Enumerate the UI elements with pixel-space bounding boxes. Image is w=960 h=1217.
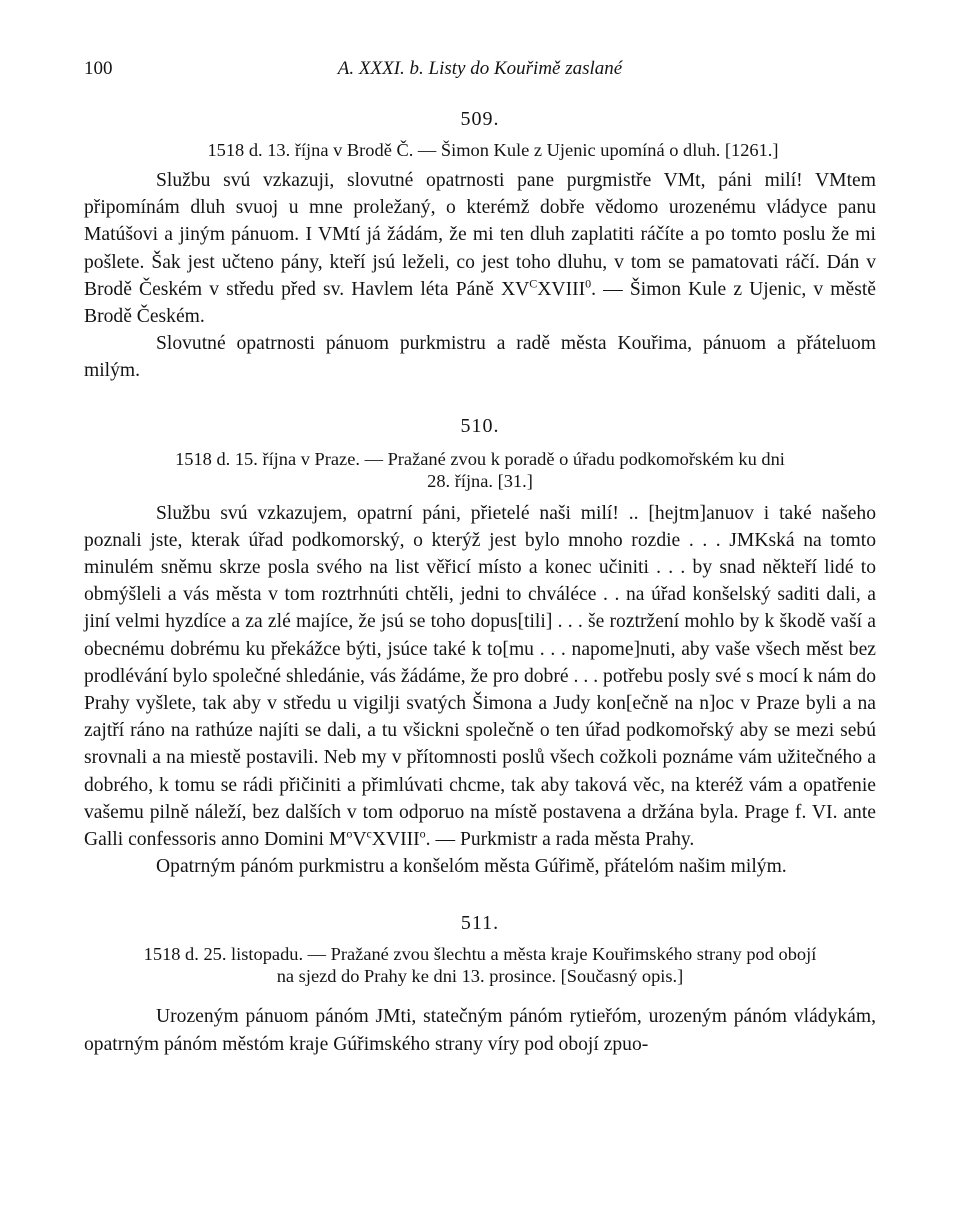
body-text: Službu svú vzkazuji, slovutné opatrnosti pane purgmistře VMt, páni milí! VMtem připomínám dluh svuoj u mne proležaný, o kterémž dobře vědomo urozenému vládyce panu Matúšovi a jiným pánuom. I VMtí já žádám, že mi ten dluh zaplatiti ráčíte a po tomto poslu že mi pošlete. Šak jest učteno pány, kteří jsú leželi, co jest toho dluhu, v tom se pamatovati ráčí. Dán v Brodě Českém v středu před sv. Havlem léta Páně XV [84,170,876,300]
entry-address: Opatrným pánóm purkmistru a konšelóm města Gúřimě, přátelóm našim milým. [156,856,787,878]
entry-regest-line-2: na sjezd do Prahy ke dni 13. prosince. [Současný opis.] [276,966,684,987]
entry-regest-line-1: 1518 d. 25. listopadu. — Pražané zvou šlechtu a města kraje Kouřimského strany pod obojí [143,944,817,965]
running-head [84,58,876,88]
entry-511 [84,912,876,1057]
entry-regest: 1518 d. 13. října v Brodě Č. — Šimon Kule z Ujenic upomíná o dluh. [1261.] [207,140,779,160]
entry-body: Urozeným pánuom pánóm JMti, statečným pánóm rytieřóm, urozeným pánóm vládykám, opatrným pánóm městóm kraje Gúřimského strany víry pod obojí zpuo- [84,1006,876,1055]
entry-number: 510. [460,414,500,437]
superscript: o [346,826,353,841]
entry-body [84,167,876,330]
superscript: 0 [585,276,592,291]
body-text: XVIII [537,278,586,300]
entry-509 [84,108,876,385]
body-text: . — Šimon Kule z Ujenic, v městě Brodě Českém. [84,278,876,328]
page-number: 100 [84,58,113,79]
entry-body [84,500,876,854]
superscript: C [529,276,538,291]
entry-regest-line-2: 28. října. [31.] [427,470,533,491]
entry-number: 509. [460,108,500,130]
superscript: c [366,826,372,841]
body-text: XVIII [371,829,420,851]
entry-regest-line-1: 1518 d. 15. října v Praze. — Pražané zvou k poradě o úřadu podkomořském ku dni [175,448,785,469]
entry-address: Slovutné opatrnosti pánuom purkmistru a radě města Kouřima, pánuom a přáteluom milým. [84,333,876,382]
body-text: V [352,829,367,851]
body-text: . — Purkmistr a rada města Prahy. [425,829,695,851]
entry-510 [84,415,876,881]
superscript: o [419,826,426,841]
running-title: A. XXXI. b. Listy do Kouřimě zaslané [337,58,623,79]
entry-number: 511. [460,912,500,935]
document-page [84,0,876,1058]
body-text: Službu svú vzkazujem, opatrní páni, přietelé naši milí! .. [hejtm]anuov i také našeho poznali jste, kterak úřad podkomorský, o kterýž jest bylo mnoho rozdie . . . JMKská na tomto minulém sněmu skrze posla svého na list věřicí místo a konec učiniti . . . by snad někteří lidé to obmýšleli a vás města v tom roztrhnúti chtěli, jedni to chváléce . . na úřad konšelský saditi dali, a jiní velmi hyzdíce a za zlé majíce, že jsú se toho dopus[tili] . . . še roztržení mohlo by k škodě vaší a obecnému dobrému ku překážce býti, jsúce také k to[mu . . . napome]nuti, aby vaše všech měst bez prodlévání bylo společné shledánie, vás žádáme, že pro dobré . . . potřebu posly své s mocí k nám do Prahy vyšlete, tak aby v středu u vigilji svatých Šimona a Judy kon[ečně na n]oc v Praze byli a na zajtří ráno na rathúze najíti se dali, a tu všickni společně o ten úřad podkomořský aby se mezi sebú srovnali a na miestě postavili. Neb my v přítomnosti poslů všech cožkoli poznáme vám užitečného a dobrého, k tomu se rádi přičiniti a přimlúvati chcme, tak aby taková věc, na kteréž vám a opatřenie vašemu pilně náleží, bez dalších v tom odporuo na místě postavena a držána byla. Prage f. VI. ante Galli confessoris anno Domini M [84,502,876,851]
